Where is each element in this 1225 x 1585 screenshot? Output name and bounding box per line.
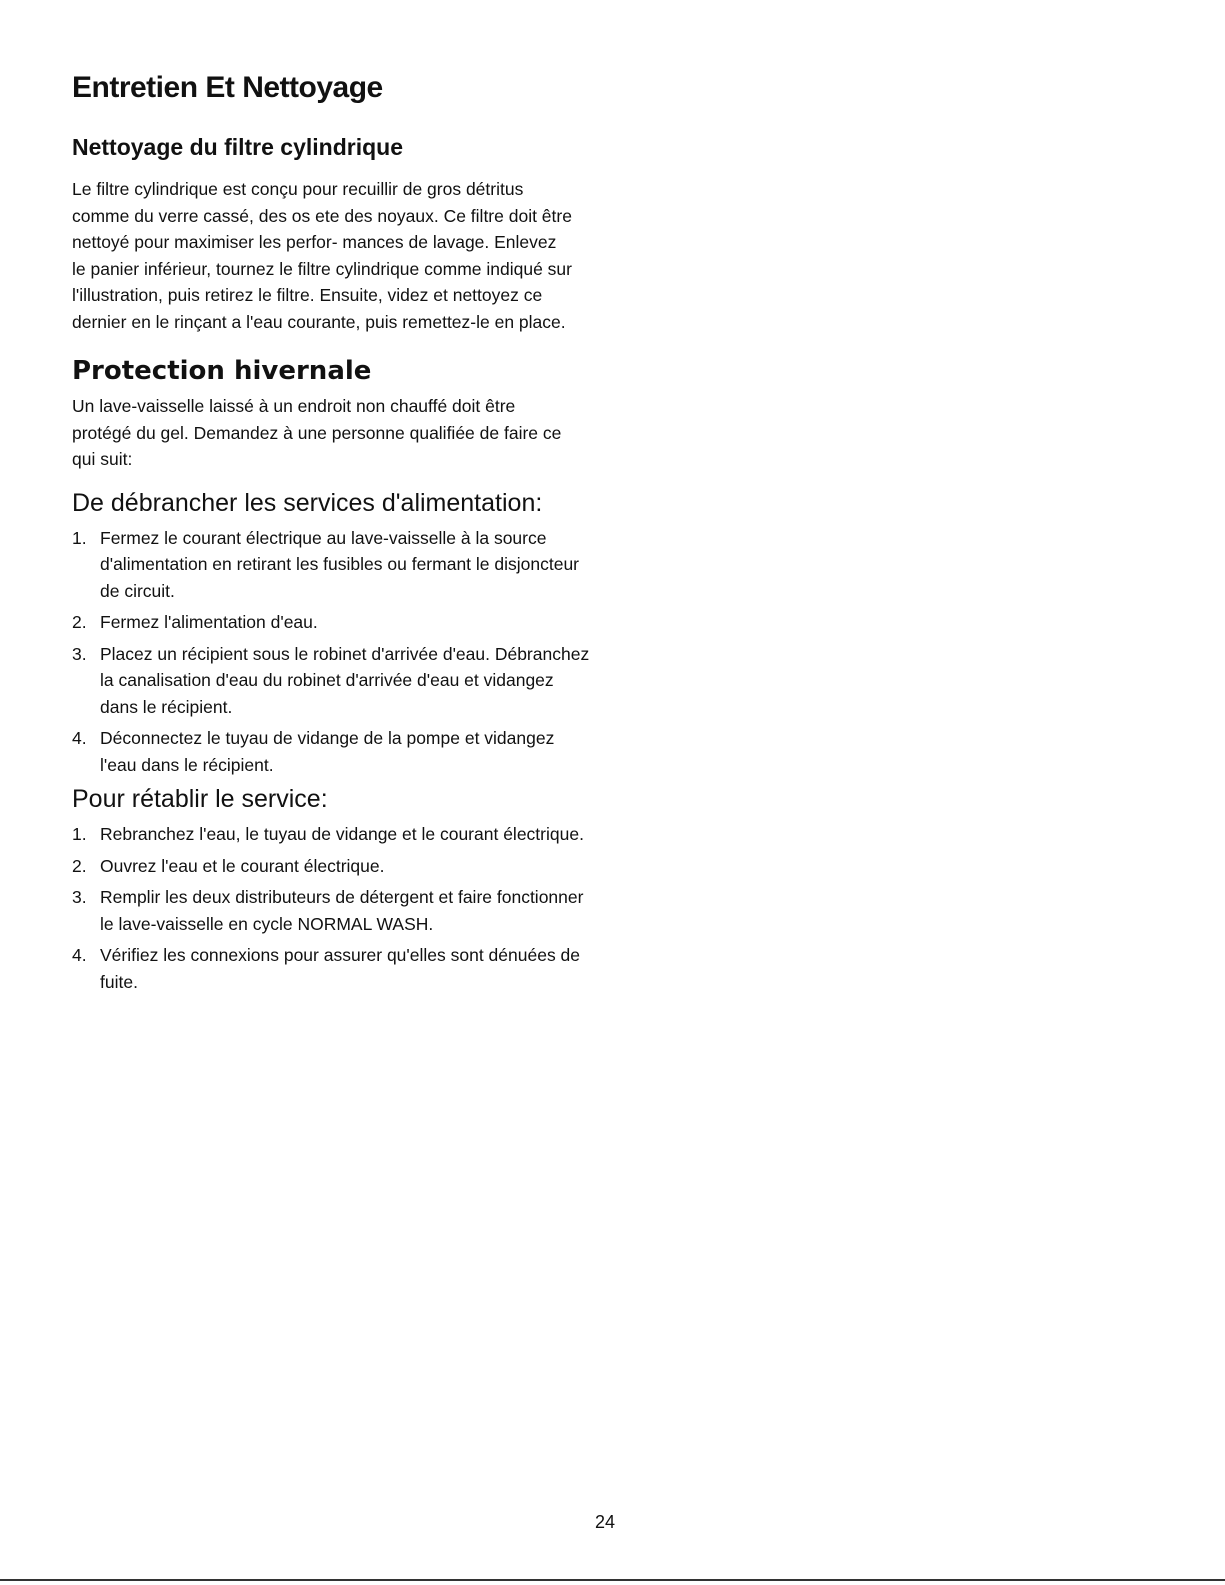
list-item <box>72 609 590 636</box>
step-number: 3. <box>72 643 87 664</box>
list-item <box>72 821 590 848</box>
step-text: Placez un récipient sous le robinet d'arrivée d'eau. Débranchez la canalisation d'eau du robinet d'arrivée d'eau et vidangez dans le récipient. <box>100 643 590 717</box>
winter-heading: Protection hivernale <box>72 356 372 386</box>
step-number: 3. <box>72 887 87 907</box>
disconnect-heading: De débrancher les services d'alimentation: <box>72 488 543 517</box>
page-title: Entretien Et Nettoyage <box>72 71 383 104</box>
list-item <box>72 641 590 721</box>
page-number: 24 <box>595 1512 616 1532</box>
step-text: Fermez le courant électrique au lave-vaisselle à la source d'alimentation en retirant les fusibles ou fermant le disjoncteur de circuit. <box>100 527 580 601</box>
step-text: Rebranchez l'eau, le tuyau de vidange et le courant électrique. <box>100 824 584 844</box>
step-number: 2. <box>72 855 87 876</box>
step-number: 2. <box>72 612 87 632</box>
page-content <box>72 70 602 1000</box>
step-text: Ouvrez l'eau et le courant électrique. <box>100 855 385 876</box>
list-item <box>72 525 590 605</box>
restore-steps-list <box>72 821 602 995</box>
step-text: Vérifiez les connexions pour assurer qu'elles sont dénuées de fuite. <box>100 945 581 992</box>
disconnect-steps-list <box>72 525 602 779</box>
filter-heading: Nettoyage du filtre cylindrique <box>72 134 403 160</box>
bottom-divider <box>0 1579 1225 1581</box>
step-text: Fermez l'alimentation d'eau. <box>100 612 318 632</box>
restore-heading: Pour rétablir le service: <box>72 785 328 813</box>
step-number: 1. <box>72 824 87 844</box>
list-item <box>72 942 590 995</box>
filter-paragraph: Le filtre cylindrique est conçu pour recuillir de gros détritus comme du verre cassé, des os ete des noyaux. Ce filtre doit être nettoyé pour maximiser les perfor- mances de lavage. Enlevez le panier inférieur, tournez le filtre cylindrique comme indiqué sur l'illustration, puis retirez le filtre. Ensuite, videz et nettoyez ce dernier en le rinçant a l'eau courante, puis remettez-le en place. <box>72 179 572 332</box>
list-item <box>72 853 590 880</box>
step-text: Déconnectez le tuyau de vidange de la pompe et vidangez l'eau dans le récipient. <box>100 728 555 775</box>
winter-paragraph: Un lave-vaisselle laissé à un endroit non chauffé doit être protégé du gel. Demandez à une personne qualifiée de faire ce qui suit: <box>72 396 562 469</box>
step-number: 4. <box>72 945 87 965</box>
list-item <box>72 725 590 778</box>
step-text: Remplir les deux distributeurs de détergent et faire fonctionner le lave-vaisselle en cycle NORMAL WASH. <box>100 887 584 934</box>
step-number: 1. <box>72 527 87 548</box>
list-item <box>72 884 590 937</box>
step-number: 4. <box>72 728 87 748</box>
